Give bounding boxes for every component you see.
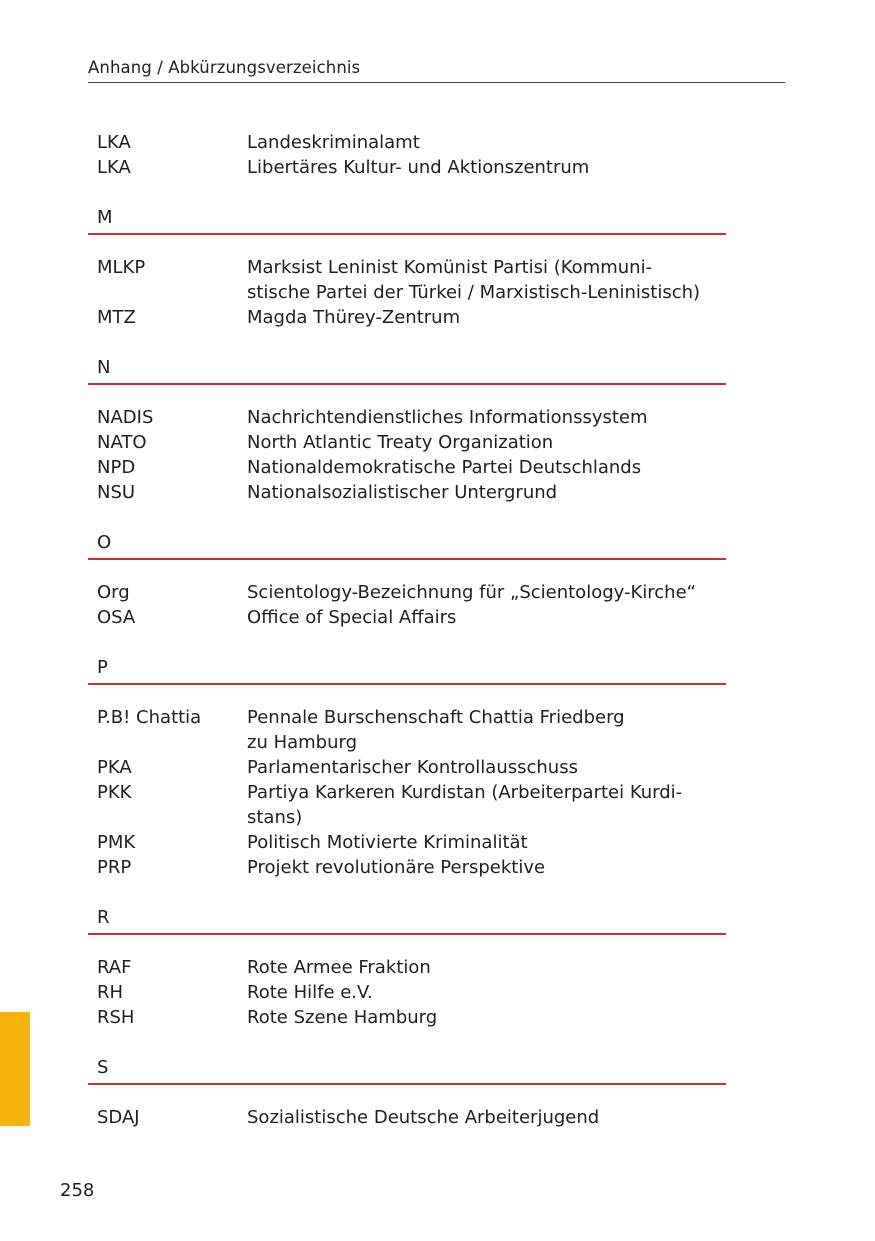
abbreviation-term: PKA bbox=[97, 757, 132, 778]
definition-line: Rote Armee Fraktion bbox=[247, 957, 431, 978]
abbreviation-term: NPD bbox=[97, 457, 136, 478]
abbreviation-definition bbox=[247, 405, 727, 430]
definition-line: Rote Szene Hamburg bbox=[247, 1007, 438, 1028]
section-divider bbox=[88, 1083, 726, 1085]
section-letter: O bbox=[97, 532, 112, 553]
definition-line: Magda Thürey-Zentrum bbox=[247, 307, 461, 328]
section-divider bbox=[88, 558, 726, 560]
definition-line: stische Partei der Türkei / Marxistisch-Leninistisch) bbox=[247, 282, 701, 303]
abbreviation-term: RSH bbox=[97, 1007, 135, 1028]
chapter-tab-marker bbox=[0, 1012, 30, 1126]
abbreviation-term: P.B! Chattia bbox=[97, 707, 202, 728]
section-letter: M bbox=[97, 207, 113, 228]
abbreviation-term: OSA bbox=[97, 607, 136, 628]
abbreviation-term: RH bbox=[97, 982, 124, 1003]
section-letter: S bbox=[97, 1057, 109, 1078]
abbreviation-definition bbox=[247, 1105, 727, 1130]
definition-line: Scientology-Bezeichnung für „Scientology-Kirche“ bbox=[247, 582, 696, 603]
running-head: Anhang / Abkürzungsverzeichnis bbox=[88, 58, 361, 77]
abbreviation-definition bbox=[247, 605, 727, 630]
abbreviation-term: SDAJ bbox=[97, 1107, 140, 1128]
section-divider bbox=[88, 683, 726, 685]
abbreviation-term: PMK bbox=[97, 832, 136, 853]
abbreviation-term: PRP bbox=[97, 857, 132, 878]
abbreviation-term: MTZ bbox=[97, 307, 136, 328]
section-divider bbox=[88, 383, 726, 385]
definition-line: Rote Hilfe e.V. bbox=[247, 982, 373, 1003]
abbreviation-definition bbox=[247, 130, 727, 155]
abbreviation-definition bbox=[247, 980, 727, 1005]
abbreviation-term: Org bbox=[97, 582, 130, 603]
abbreviation-term: RAF bbox=[97, 957, 132, 978]
definition-line: Nachrichtendienstliches Informationssystem bbox=[247, 407, 648, 428]
abbreviation-definition bbox=[247, 580, 727, 605]
definition-line: stans) bbox=[247, 807, 303, 828]
abbreviation-definition bbox=[247, 480, 727, 505]
abbreviation-term: MLKP bbox=[97, 257, 146, 278]
definition-line: Office of Special Affairs bbox=[247, 607, 457, 628]
definition-line: Pennale Burschenschaft Chattia Friedberg bbox=[247, 707, 625, 728]
abbreviation-definition bbox=[247, 430, 727, 455]
abbreviation-term: LKA bbox=[97, 132, 131, 153]
abbreviation-term: NSU bbox=[97, 482, 136, 503]
abbreviation-definition bbox=[247, 955, 727, 980]
abbreviation-term: PKK bbox=[97, 782, 132, 803]
definition-line: North Atlantic Treaty Organization bbox=[247, 432, 554, 453]
abbreviation-definition bbox=[247, 155, 727, 180]
abbreviation-term: NATO bbox=[97, 432, 147, 453]
abbreviation-definition bbox=[247, 705, 727, 755]
section-divider bbox=[88, 933, 726, 935]
header-rule bbox=[88, 82, 785, 83]
definition-line: Politisch Motivierte Kriminalität bbox=[247, 832, 528, 853]
abbreviation-definition bbox=[247, 755, 727, 780]
definition-line: Libertäres Kultur- und Aktionszentrum bbox=[247, 157, 590, 178]
page-number: 258 bbox=[60, 1180, 95, 1201]
definition-line: zu Hamburg bbox=[247, 732, 358, 753]
definition-line: Sozialistische Deutsche Arbeiterjugend bbox=[247, 1107, 600, 1128]
abbreviation-definition bbox=[247, 780, 727, 830]
abbreviation-definition bbox=[247, 305, 727, 330]
definition-line: Nationalsozialistischer Untergrund bbox=[247, 482, 558, 503]
abbreviation-definition bbox=[247, 255, 727, 305]
definition-line: Marksist Leninist Komünist Partisi (Kommuni- bbox=[247, 257, 653, 278]
abbreviation-definition bbox=[247, 455, 727, 480]
section-letter: N bbox=[97, 357, 111, 378]
definition-line: Nationaldemokratische Partei Deutschlands bbox=[247, 457, 642, 478]
abbreviation-definition bbox=[247, 855, 727, 880]
abbreviation-term: LKA bbox=[97, 157, 131, 178]
definition-line: Parlamentarischer Kontrollausschuss bbox=[247, 757, 578, 778]
definition-line: Partiya Karkeren Kurdistan (Arbeiterpartei Kurdi- bbox=[247, 782, 683, 803]
section-letter: P bbox=[97, 657, 108, 678]
section-letter: R bbox=[97, 907, 110, 928]
abbreviation-definition bbox=[247, 830, 727, 855]
definition-line: Landeskriminalamt bbox=[247, 132, 420, 153]
abbreviation-definition bbox=[247, 1005, 727, 1030]
definition-line: Projekt revolutionäre Perspektive bbox=[247, 857, 546, 878]
abbreviation-term: NADIS bbox=[97, 407, 154, 428]
section-divider bbox=[88, 233, 726, 235]
